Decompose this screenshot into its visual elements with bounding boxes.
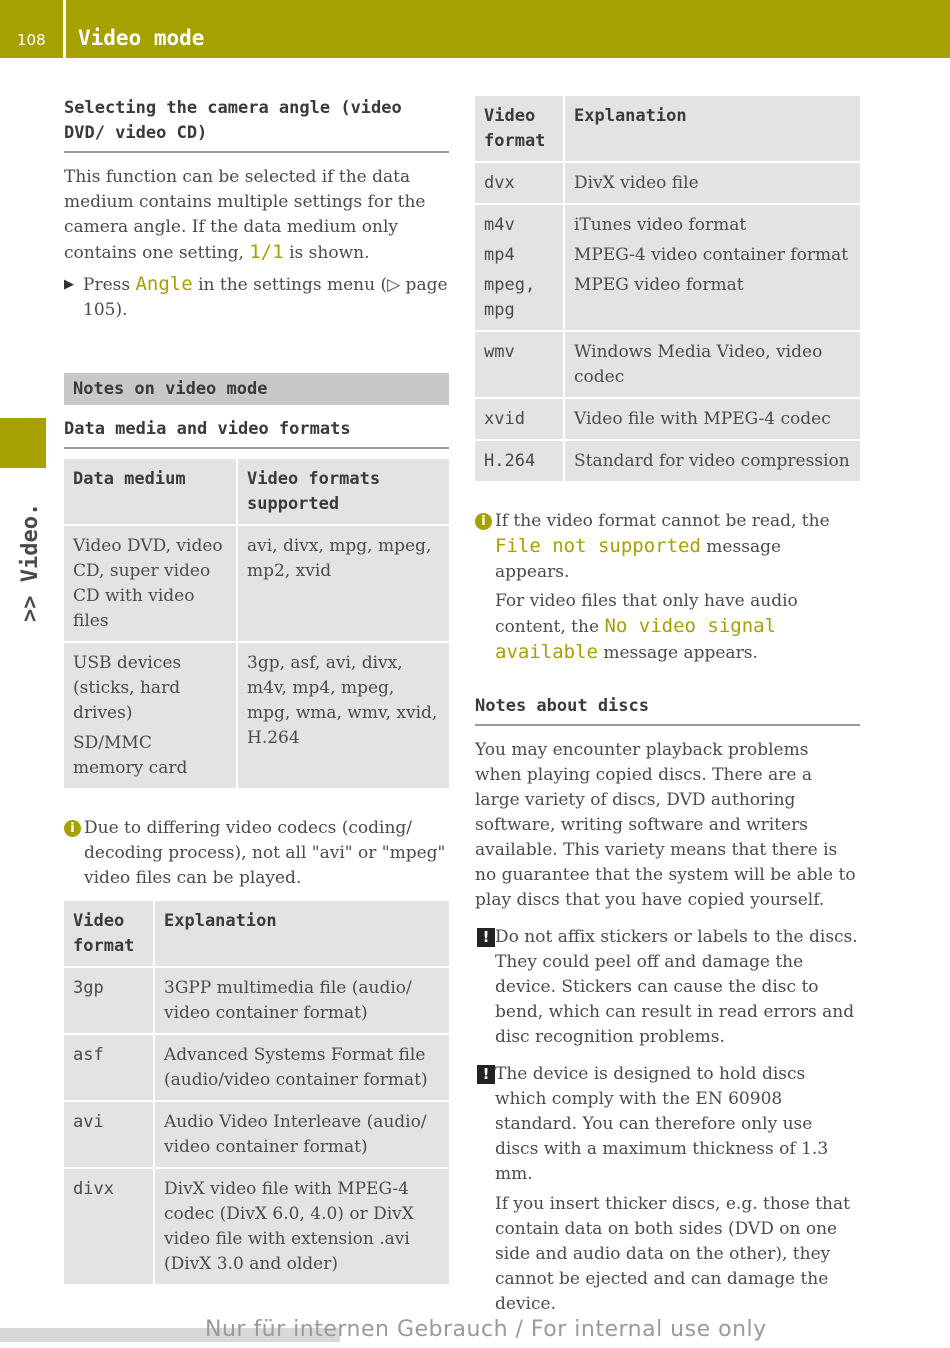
info-icon: i [475,513,492,530]
camera-text-2: is shown. [283,243,370,263]
explanation-text: MPEG video format [574,275,744,295]
table-header-row [475,96,860,162]
format-cell [475,204,564,331]
warning-text: Do not affix stickers or labels to the discs. They could peel off and damage the device. Stickers can cause the disc to bend, which can result in read errors and disc recognition problems. [495,927,858,1047]
medium-text-extra: SD/MMC memory card [73,733,188,778]
format-cell: dvx [475,162,564,204]
footer-watermark: Nur für internen Gebrauch / For internal use only [205,1317,767,1342]
header-cell: Explanation [574,106,687,126]
explanation-text: iTunes video format [574,215,747,235]
table-row [64,1168,449,1284]
header-cell: Data medium [64,459,237,525]
info-text-1 [495,509,860,585]
camera-text-1: This function can be selected if the data medium contains multiple settings for the camera angle. If the data medium only contains one setting, [64,167,426,263]
explanation-cell: 3GPP multimedia file (audio/ video container format) [154,967,449,1034]
header-cell: Video formats supported [247,469,381,514]
info-text-suffix: message appears. [495,537,782,582]
bullet-code: Angle [135,273,193,295]
formats-cell: 3gp, asf, avi, divx, m4v, mp4, mpeg, mpg, wma, wmv, xvid, H.264 [237,642,449,788]
section-tab-marker [0,418,46,468]
camera-angle-heading: Selecting the camera angle (video DVD/ video CD) [64,96,449,153]
explanation-cell: DivX video file [564,162,860,204]
camera-angle-paragraph [64,165,449,266]
table-row [475,440,860,481]
info-note-codec [64,816,449,891]
warning-text: The device is designed to hold discs which comply with the EN 60908 standard. You can therefore only use discs with a maximum thickness of 1.3 mm. [495,1064,829,1184]
warning-icon: ! [477,1065,495,1084]
table-row [64,1101,449,1168]
header-cell: Video format [64,901,154,967]
table-header-row [64,459,449,525]
warning-text-extra: If you insert thicker discs, e.g. those that contain data on both sides (DVD on one side and audio data on the other), they cannot be ejected and can damage the device. [495,1194,850,1314]
info-icon: i [64,820,81,837]
format-cell: wmv [475,331,564,398]
explanation-text: MPEG-4 video container format [574,245,849,265]
info-text-suffix: message appears. [597,643,758,663]
format-cell: 3gp [64,967,154,1034]
media-formats-table [64,459,449,788]
format-cell: divx [64,1168,154,1284]
explanation-cell: Standard for video compression [564,440,860,481]
info-text-2 [495,589,860,666]
bullet-text-suffix: in the settings menu (▷ page 105). [83,275,448,320]
instruction-bullet [64,272,449,323]
triangle-bullet-icon: ▶ [64,277,74,292]
table-row [475,331,860,398]
discs-heading: Notes about discs [475,694,860,726]
video-format-table-left [64,901,449,1284]
table-row [64,642,449,788]
notes-section-bar: Notes on video mode [64,373,449,405]
table-row [475,162,860,204]
format-cell: avi [64,1101,154,1168]
right-column [475,96,860,1317]
warning-icon: ! [477,928,495,947]
header-cell: Video format [475,96,564,162]
table-header-row [64,901,449,967]
formats-heading: Data media and video formats [64,417,449,449]
table-row [475,204,860,331]
header-cell: Explanation [164,911,277,931]
info-code: File not supported [495,535,701,557]
header-divider [63,0,66,58]
bullet-text-prefix: Press [83,275,136,295]
warning-note-thickness [475,1062,860,1317]
page-header [0,0,950,58]
format-cell: asf [64,1034,154,1101]
format-cell: H.264 [475,440,564,481]
format-text: mpeg, mpg [484,275,536,320]
page-number: 108 [17,31,46,49]
info-text-prefix: For video files that only have audio content, the [495,591,798,637]
table-row [64,525,449,642]
explanation-cell: DivX video file with MPEG-4 codec (DivX 6.0, 4.0) or DivX video file with extension .avi (DivX 3.0 and older) [154,1168,449,1284]
table-row [64,967,449,1034]
explanation-cell [564,204,860,331]
warning-note-stickers [475,925,860,1050]
explanation-cell: Advanced Systems Format file (audio/video container format) [154,1034,449,1101]
medium-text: USB devices (sticks, hard drives) [73,653,182,723]
medium-cell: Video DVD, video CD, super video CD with video files [64,525,237,642]
explanation-cell: Video file with MPEG-4 codec [564,398,860,440]
section-tab-label: >> Video. [18,502,43,622]
left-column [64,96,449,1284]
formats-cell: avi, divx, mpg, mpeg, mp2, xvid [237,525,449,642]
explanation-cell: Windows Media Video, video codec [564,331,860,398]
camera-code: 1/1 [249,241,284,263]
page-title: Video mode [78,26,205,50]
explanation-cell: Audio Video Interleave (audio/ video container format) [154,1101,449,1168]
discs-paragraph: You may encounter playback problems when playing copied discs. There are a large variety of discs, DVD authoring software, writing software and writers available. This variety means that there is no guarantee that the system will be able to play discs that you have copied yourself. [475,740,856,910]
info-note-unsupported [475,509,860,666]
table-row [64,1034,449,1101]
info-code: No video signal available [495,615,777,663]
video-format-table-right [475,96,860,481]
format-text: mp4 [484,245,515,265]
info-text: Due to differing video codecs (coding/ decoding process), not all "avi" or "mpeg" video files can be played. [84,818,446,888]
format-cell: xvid [475,398,564,440]
format-text: m4v [484,215,515,235]
table-row [475,398,860,440]
info-text-prefix: If the video format cannot be read, the [495,511,830,531]
medium-cell [64,642,237,788]
